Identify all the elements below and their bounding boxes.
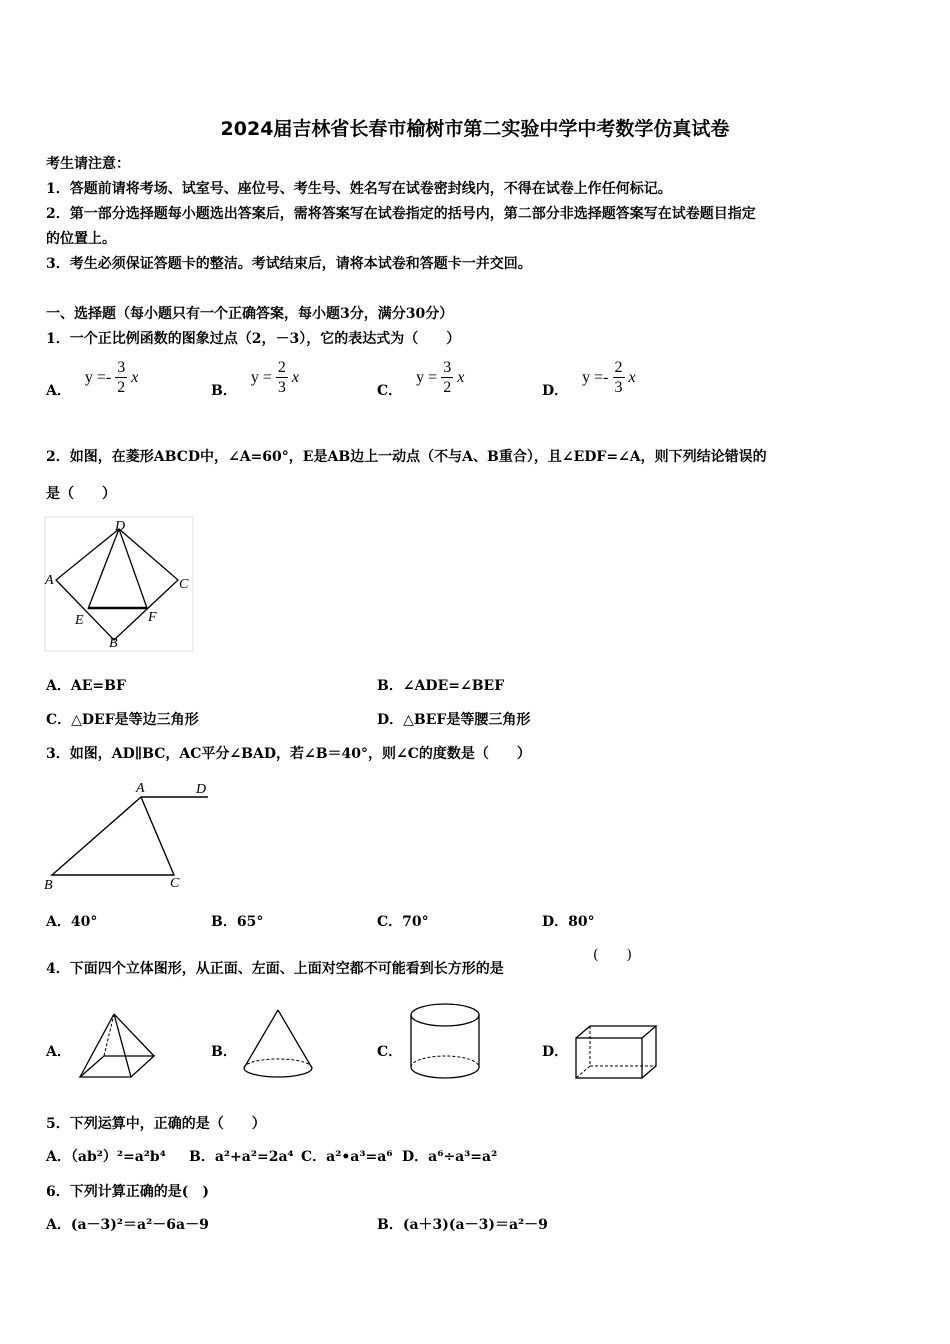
section-heading: 一、选择题（每小题只有一个正确答案，每小题3分，满分30分） bbox=[46, 306, 454, 322]
equation: y =- $\frac{3}{2}$ x bbox=[84, 359, 139, 396]
q2-option-a[interactable]: A．AE=BF bbox=[46, 678, 126, 694]
q5-option-d[interactable]: D．a⁶÷a³=a² bbox=[402, 1149, 498, 1165]
q6-option-a[interactable]: A．(a－3)²＝a²－6a－9 bbox=[46, 1217, 209, 1233]
label-f: F bbox=[148, 610, 157, 625]
q2-option-c[interactable]: C．△DEF是等边三角形 bbox=[46, 712, 199, 728]
label-c: C bbox=[179, 577, 189, 592]
label-a: A bbox=[45, 573, 54, 588]
q3-option-c[interactable]: C．70° bbox=[377, 914, 429, 930]
label-b: B bbox=[109, 636, 118, 651]
q2-option-b[interactable]: B．∠ADE=∠BEF bbox=[377, 678, 505, 694]
label-c: C bbox=[170, 876, 180, 891]
label-e: E bbox=[75, 613, 84, 628]
cylinder-shape bbox=[406, 1000, 484, 1084]
rhombus-figure bbox=[44, 516, 194, 652]
option-label: C． bbox=[377, 383, 403, 399]
question-6-stem: 6．下列计算正确的是( ) bbox=[46, 1184, 209, 1200]
question-5-stem: 5．下列运算中，正确的是（ ） bbox=[46, 1116, 266, 1132]
label-d: D bbox=[115, 519, 126, 534]
cuboid-shape bbox=[572, 1022, 660, 1082]
question-2-stem-cont: 是（ ） bbox=[46, 486, 116, 502]
q1-option-b[interactable] bbox=[211, 360, 299, 402]
q4-option-c[interactable]: C． bbox=[377, 1044, 403, 1060]
question-2-stem: 2．如图，在菱形ABCD中，∠A=60°，E是AB边上一动点（不与A、B重合），且∠EDF=∠A，则下列结论错误的 bbox=[46, 449, 767, 465]
q5-option-b[interactable]: B．a²+a²=2a⁴ bbox=[189, 1149, 294, 1165]
notice-item: 1．答题前请将考场、试室号、座位号、考生号、姓名写在试卷密封线内，不得在试卷上作任何标记。 bbox=[46, 181, 672, 197]
page-title: 2024届吉林省长春市榆树市第二实验中学中考数学仿真试卷 bbox=[220, 118, 730, 140]
question-4-stem: 4．下面四个立体图形，从正面、左面、上面对空都不可能看到长方形的是 bbox=[46, 961, 504, 977]
question-3-stem: 3．如图，AD∥BC，AC平分∠BAD，若∠B＝40°，则∠C的度数是（ ） bbox=[46, 746, 531, 762]
q1-option-c[interactable] bbox=[377, 360, 464, 402]
notice-item: 2．第一部分选择题每小题选出答案后，需将答案写在试卷指定的括号内，第二部分非选择题答案写在试卷题目指定 bbox=[46, 206, 756, 222]
q5-option-a[interactable]: A．（ab²）²=a²b⁴ bbox=[46, 1149, 166, 1165]
answer-paren: ( ) bbox=[593, 947, 632, 963]
option-label: B． bbox=[211, 383, 237, 399]
q4-option-b[interactable]: B． bbox=[211, 1044, 237, 1060]
q3-option-d[interactable]: D．80° bbox=[542, 914, 595, 930]
q6-option-b[interactable]: B．(a＋3)(a－3)＝a²－9 bbox=[377, 1217, 548, 1233]
q5-option-c[interactable]: C．a²•a³=a⁶ bbox=[301, 1149, 393, 1165]
label-a: A bbox=[136, 781, 145, 796]
notice-item: 的位置上。 bbox=[46, 231, 116, 247]
label-d: D bbox=[196, 782, 207, 797]
q2-option-d[interactable]: D．△BEF是等腰三角形 bbox=[377, 712, 531, 728]
label-b: B bbox=[44, 878, 53, 893]
notice-item: 3．考生必须保证答题卡的整洁。考试结束后，请将本试卷和答题卡一并交回。 bbox=[46, 256, 532, 272]
question-1-stem: 1．一个正比例函数的图象过点（2，－3），它的表达式为（ ） bbox=[46, 331, 461, 347]
equation: y = $\frac{3}{2}$ x bbox=[416, 359, 465, 396]
q1-option-d[interactable] bbox=[542, 360, 636, 402]
option-label: A． bbox=[46, 383, 71, 399]
triangle-figure bbox=[44, 776, 214, 894]
cone-shape bbox=[240, 1006, 316, 1082]
q4-option-d[interactable]: D． bbox=[542, 1044, 569, 1060]
q1-option-a[interactable] bbox=[46, 360, 138, 402]
pyramid-shape bbox=[76, 1010, 160, 1082]
equation: y = $\frac{2}{3}$ x bbox=[250, 359, 299, 396]
notice-heading: 考生请注意： bbox=[46, 156, 130, 172]
q4-option-a[interactable]: A． bbox=[46, 1044, 71, 1060]
q3-option-a[interactable]: A．40° bbox=[46, 914, 98, 930]
option-label: D． bbox=[542, 383, 569, 399]
q3-option-b[interactable]: B．65° bbox=[211, 914, 264, 930]
equation: y =- $\frac{2}{3}$ x bbox=[582, 359, 636, 396]
